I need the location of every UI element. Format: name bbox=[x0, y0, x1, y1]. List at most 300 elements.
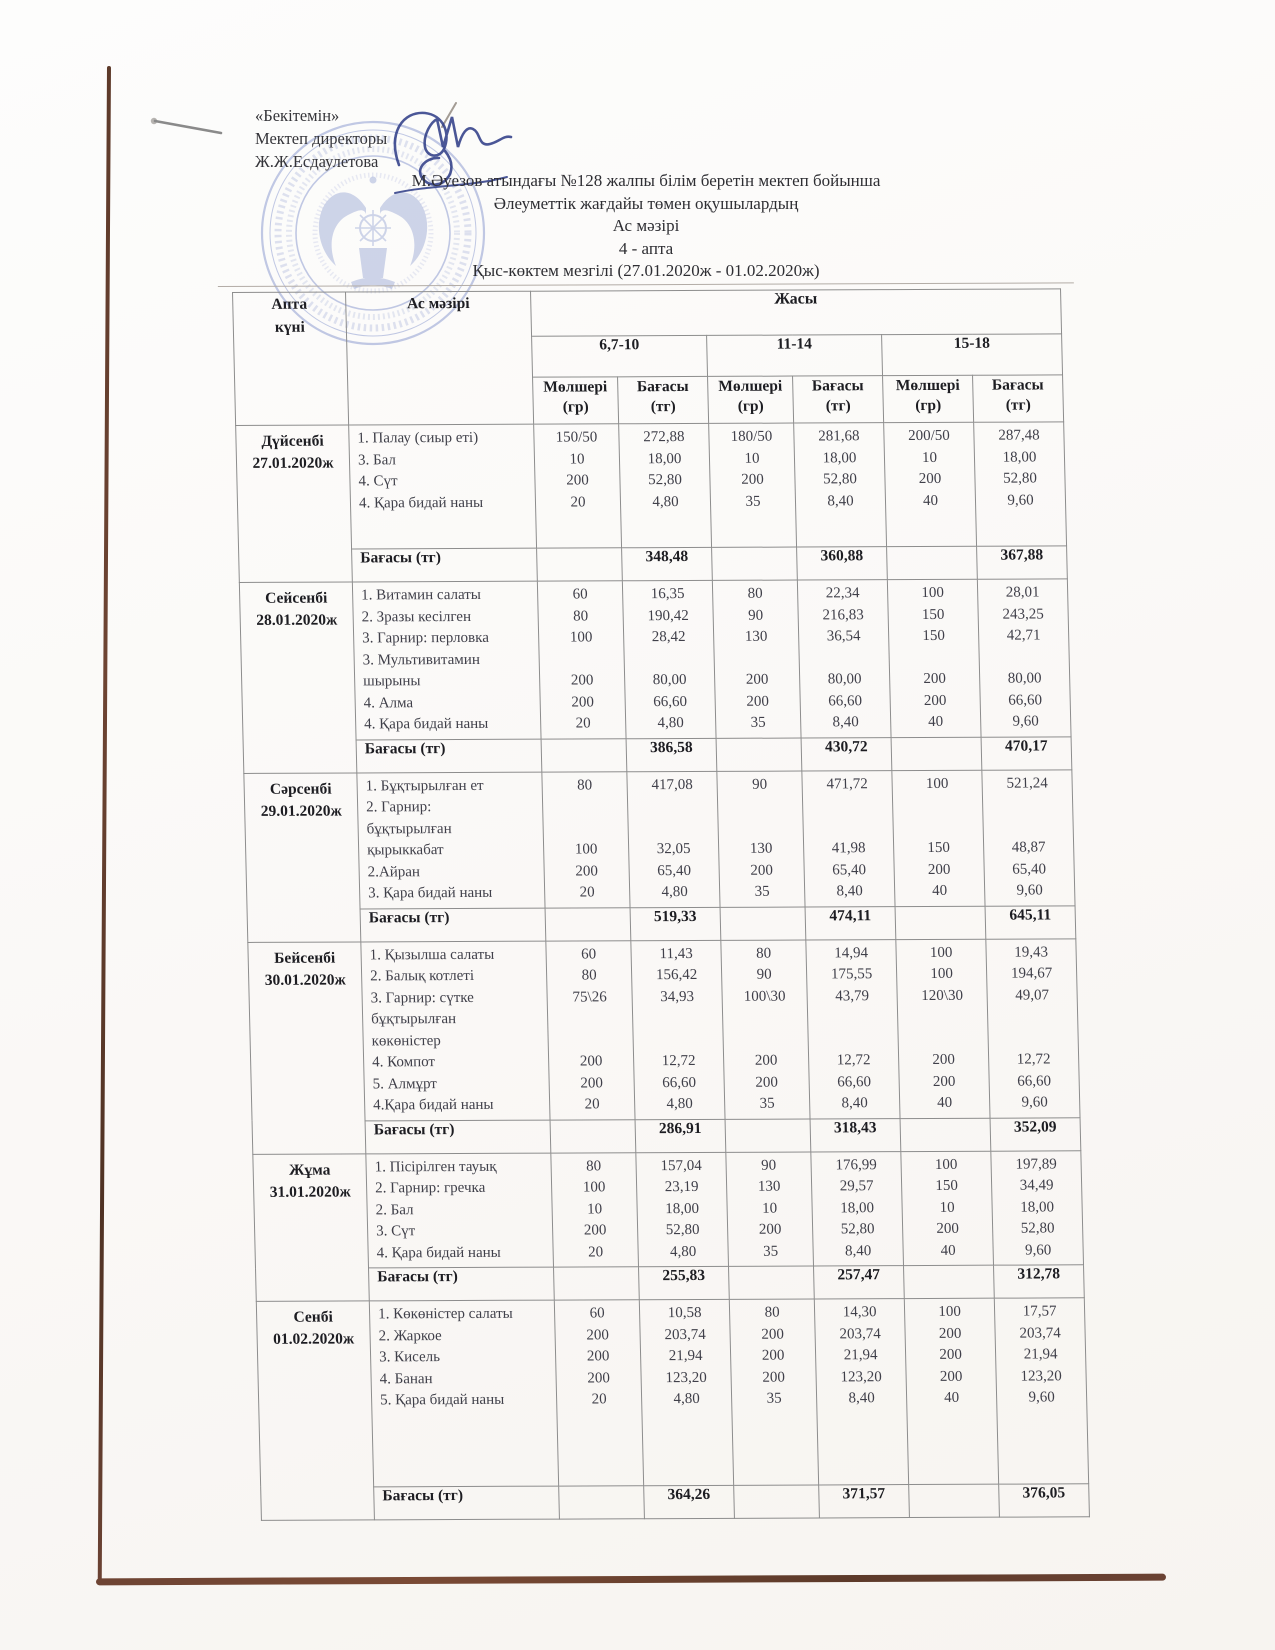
title-line-week: 4 - апта bbox=[618, 238, 674, 258]
menu-items bbox=[369, 944, 545, 1117]
value-stack bbox=[721, 943, 809, 1115]
price-value: 9,60 bbox=[1016, 882, 1044, 899]
price-value: 22,34 bbox=[825, 585, 860, 602]
price-value: 52,80 bbox=[647, 472, 683, 489]
price-value: 9,60 bbox=[1012, 713, 1040, 730]
amount-value: 200 bbox=[587, 1369, 611, 1386]
amount-value: 150 bbox=[922, 627, 946, 644]
amount-value: 90 bbox=[751, 776, 768, 793]
amount-value: 200 bbox=[575, 862, 599, 880]
amount-value: 130 bbox=[757, 1178, 781, 1195]
price-value: 66,60 bbox=[653, 693, 688, 710]
amount-value: 90 bbox=[756, 966, 772, 983]
menu-item: 1. Палау (сиыр еті) bbox=[357, 429, 479, 447]
day-date: 29.01.2020ж bbox=[260, 802, 342, 820]
menu-item: 3. Қара бидай наны bbox=[367, 884, 493, 902]
value-stack bbox=[555, 1303, 642, 1411]
amount-cell bbox=[537, 581, 626, 739]
amount-value: 200 bbox=[918, 470, 942, 488]
price-value bbox=[799, 648, 889, 670]
day-total-row bbox=[252, 1117, 1081, 1154]
total-label: Бағасы (тг) bbox=[374, 1486, 560, 1520]
day-block-row bbox=[236, 422, 1067, 550]
header-amount-1: Мөлшері (гр) bbox=[533, 377, 619, 424]
day-label bbox=[256, 1301, 374, 1520]
menu-item: 1. Қызылша салаты bbox=[369, 946, 495, 963]
menu-item: 2. Зразы кесілген bbox=[361, 608, 472, 625]
amount-value: 120\30 bbox=[921, 987, 964, 1004]
price-value: 203,74 bbox=[1019, 1324, 1061, 1342]
amount-value: 20 bbox=[570, 493, 586, 511]
total-price: 376,05 bbox=[999, 1483, 1090, 1516]
price-value: 66,60 bbox=[837, 1073, 872, 1090]
amount-value: 100 bbox=[929, 944, 953, 961]
amount-value bbox=[718, 796, 803, 818]
amount-value: 20 bbox=[575, 715, 591, 732]
day-label bbox=[244, 772, 361, 941]
menu-item: 3. Гарнир: сүтке bbox=[370, 989, 475, 1006]
amount-value: 35 bbox=[762, 1243, 779, 1260]
value-stack bbox=[815, 1302, 907, 1410]
price-value: 66,60 bbox=[1008, 691, 1043, 709]
total-empty bbox=[729, 1266, 815, 1299]
amount-cell bbox=[542, 771, 630, 907]
price-value: 36,54 bbox=[826, 628, 861, 645]
price-value: 12,72 bbox=[661, 1052, 696, 1070]
amount-value: 200 bbox=[755, 1074, 779, 1091]
amount-value bbox=[898, 1028, 988, 1050]
amount-cell bbox=[904, 1298, 998, 1484]
amount-value: 200/50 bbox=[907, 427, 950, 445]
value-stack bbox=[884, 426, 975, 512]
header-age-group-1: 6,7-10 bbox=[532, 335, 708, 377]
total-price: 470,17 bbox=[981, 736, 1072, 769]
price-value: 18,00 bbox=[1020, 1198, 1055, 1216]
value-stack bbox=[546, 944, 634, 1116]
value-stack bbox=[896, 942, 989, 1114]
menu-items bbox=[365, 775, 540, 905]
amount-value bbox=[718, 817, 803, 839]
day-total-row bbox=[243, 736, 1072, 773]
price-value: 18,00 bbox=[840, 1199, 875, 1216]
amount-value bbox=[898, 1007, 988, 1029]
price-value: 28,01 bbox=[1005, 584, 1040, 601]
amount-value: 200 bbox=[932, 1051, 956, 1068]
price-value: 175,55 bbox=[830, 966, 873, 983]
price-value: 14,94 bbox=[834, 944, 869, 961]
price-value: 21,94 bbox=[1023, 1346, 1058, 1363]
amount-value: 80 bbox=[585, 1157, 602, 1174]
amount-value: 200 bbox=[586, 1326, 610, 1343]
menu-items bbox=[357, 428, 531, 515]
menu-item: бұқтырылған bbox=[370, 1011, 457, 1028]
amount-value: 40 bbox=[922, 492, 939, 509]
price-value: 11,43 bbox=[659, 945, 693, 962]
price-value: 4,80 bbox=[657, 715, 685, 732]
price-cell bbox=[986, 938, 1080, 1117]
value-stack bbox=[811, 1155, 903, 1263]
amount-value: 200 bbox=[754, 1052, 778, 1069]
menu-item: 2. Бал bbox=[375, 1201, 414, 1218]
price-value bbox=[624, 648, 714, 670]
amount-value: 100 bbox=[925, 775, 949, 792]
value-stack bbox=[986, 942, 1079, 1114]
amount-value: 10 bbox=[569, 450, 585, 468]
amount-value: 60 bbox=[589, 1305, 605, 1322]
menu-item: 3. Кисель bbox=[378, 1349, 441, 1366]
price-cell bbox=[636, 1152, 729, 1267]
day-date: 31.01.2020ж bbox=[269, 1182, 351, 1201]
amount-value: 200 bbox=[570, 672, 594, 689]
price-value: 34,93 bbox=[660, 988, 695, 1005]
total-empty bbox=[725, 1118, 811, 1151]
total-empty bbox=[887, 546, 978, 579]
amount-value: 100 bbox=[921, 584, 945, 601]
menu-item: 5. Алмұрт bbox=[372, 1075, 438, 1092]
total-empty bbox=[720, 907, 806, 940]
total-price: 255,83 bbox=[639, 1266, 730, 1299]
amount-value: 200 bbox=[762, 1369, 786, 1386]
approval-quote: «Бекітемін» bbox=[255, 106, 340, 125]
price-value: 19,43 bbox=[1014, 943, 1049, 961]
total-empty bbox=[545, 907, 631, 940]
price-value: 12,72 bbox=[1016, 1051, 1051, 1068]
price-value: 8,40 bbox=[832, 714, 860, 731]
price-value: 8,40 bbox=[827, 492, 854, 509]
day-name: Сәрсенбі bbox=[269, 780, 332, 798]
price-value: 66,60 bbox=[662, 1074, 697, 1091]
day-date: 30.01.2020ж bbox=[264, 971, 346, 989]
total-empty bbox=[554, 1267, 640, 1300]
value-stack bbox=[905, 1302, 997, 1410]
amount-value: 75\26 bbox=[572, 988, 607, 1006]
amount-value bbox=[723, 1029, 808, 1051]
amount-value: 200 bbox=[939, 1346, 963, 1363]
amount-value bbox=[548, 1030, 633, 1052]
amount-cell bbox=[892, 770, 985, 906]
price-value: 65,40 bbox=[657, 862, 692, 879]
price-value: 8,40 bbox=[836, 883, 863, 900]
scan-edge-left bbox=[98, 66, 111, 1582]
total-label: Бағасы (тг) bbox=[360, 908, 546, 942]
price-value bbox=[803, 817, 893, 839]
amount-cell bbox=[721, 940, 810, 1119]
price-cell bbox=[814, 1299, 908, 1485]
amount-value: 80 bbox=[755, 945, 772, 962]
price-value: 21,94 bbox=[843, 1347, 878, 1364]
menu-item: 5. Қара бидай наны bbox=[379, 1391, 505, 1409]
amount-value: 60 bbox=[580, 945, 597, 962]
amount-cell bbox=[712, 580, 801, 738]
amount-value: 20 bbox=[584, 1096, 600, 1113]
header-age-group-3: 15-18 bbox=[882, 334, 1063, 376]
title-line-period: Қыс-көктем мезгілі (27.01.2020ж - 01.02.2020ж) bbox=[472, 261, 820, 280]
amount-value: 20 bbox=[591, 1391, 607, 1408]
amount-value: 200 bbox=[927, 861, 951, 878]
value-stack bbox=[794, 426, 885, 512]
price-value: 18,00 bbox=[822, 449, 857, 466]
header-age: Жасы bbox=[531, 289, 1062, 336]
price-value bbox=[633, 1008, 723, 1030]
price-value: 176,99 bbox=[835, 1156, 877, 1173]
header-price-3: Бағасы (тг) bbox=[973, 375, 1064, 422]
amount-value: 40 bbox=[940, 1242, 956, 1259]
menu-items bbox=[374, 1156, 549, 1264]
amount-value: 200 bbox=[932, 1073, 956, 1090]
menu-table bbox=[232, 288, 1090, 1520]
value-stack bbox=[551, 1156, 638, 1264]
day-block-row bbox=[253, 1150, 1084, 1268]
value-stack bbox=[623, 584, 716, 735]
value-stack bbox=[542, 775, 629, 904]
amount-cell bbox=[884, 422, 977, 546]
price-value: 29,57 bbox=[839, 1178, 874, 1195]
price-value: 23,19 bbox=[664, 1178, 699, 1196]
day-block-row bbox=[244, 769, 1075, 909]
price-value: 8,40 bbox=[841, 1095, 868, 1112]
pen-mark bbox=[148, 114, 228, 143]
amount-value: 200 bbox=[566, 472, 589, 489]
menu-item: бұқтырылған bbox=[366, 820, 452, 837]
menu-item: 3. Сүт bbox=[375, 1223, 416, 1240]
total-empty bbox=[900, 1118, 991, 1151]
price-value: 65,40 bbox=[1012, 860, 1047, 878]
amount-value bbox=[548, 1008, 633, 1030]
header-price-2: Бағасы (тг) bbox=[793, 376, 884, 423]
menu-items-cell bbox=[366, 1153, 554, 1268]
amount-value: 200 bbox=[761, 1347, 785, 1364]
value-stack bbox=[627, 774, 719, 903]
amount-value: 100\30 bbox=[743, 988, 786, 1005]
amount-value: 40 bbox=[936, 1094, 953, 1111]
day-total-row bbox=[247, 905, 1076, 942]
amount-cell bbox=[554, 1300, 643, 1486]
total-price: 312,78 bbox=[994, 1265, 1085, 1298]
total-empty bbox=[909, 1484, 1000, 1517]
amount-value: 90 bbox=[760, 1157, 777, 1174]
menu-item: 2. Гарнир: гречка bbox=[374, 1179, 486, 1197]
value-stack bbox=[978, 582, 1071, 733]
price-value bbox=[803, 795, 893, 817]
amount-value: 150 bbox=[927, 839, 951, 856]
amount-value: 10 bbox=[921, 449, 938, 466]
amount-value: 150 bbox=[921, 606, 945, 623]
price-value: 4,80 bbox=[652, 493, 679, 510]
price-cell bbox=[802, 770, 895, 906]
day-label bbox=[236, 425, 353, 582]
menu-item: 1. Пісірілген тауық bbox=[374, 1158, 497, 1175]
value-stack bbox=[888, 583, 981, 734]
total-label: Бағасы (тг) bbox=[352, 548, 538, 582]
amount-cell bbox=[726, 1151, 814, 1266]
value-stack bbox=[991, 1154, 1083, 1262]
total-price: 645,11 bbox=[985, 905, 1076, 938]
price-cell bbox=[811, 1151, 904, 1266]
value-stack bbox=[636, 1155, 728, 1263]
menu-item: көкөністер bbox=[371, 1032, 441, 1049]
price-cell bbox=[991, 1150, 1084, 1265]
amount-cell bbox=[534, 424, 622, 548]
price-value: 156,42 bbox=[655, 966, 698, 984]
title-line-school: М.Әуезов атындағы №128 жалпы білім беретін мектеп бойынша bbox=[411, 171, 881, 190]
total-empty bbox=[559, 1485, 645, 1518]
header-amount-3: Мөлшері (гр) bbox=[883, 375, 974, 422]
amount-value: 200 bbox=[580, 1074, 604, 1091]
day-name: Жұма bbox=[288, 1161, 331, 1179]
scan-edge-bottom bbox=[96, 1574, 1166, 1586]
amount-value: 200 bbox=[750, 862, 774, 879]
total-empty bbox=[712, 547, 798, 580]
menu-item: 3. Гарнир: перловка bbox=[361, 629, 490, 647]
amount-value: 20 bbox=[579, 884, 595, 901]
total-empty bbox=[904, 1265, 995, 1298]
amount-value: 20 bbox=[587, 1243, 604, 1260]
day-total-row bbox=[256, 1265, 1085, 1302]
amount-value: 100 bbox=[934, 1156, 958, 1173]
value-stack bbox=[806, 943, 899, 1115]
menu-items-cell bbox=[357, 772, 545, 909]
price-value: 43,79 bbox=[835, 987, 870, 1004]
price-value: 32,05 bbox=[656, 841, 691, 858]
total-price: 430,72 bbox=[801, 737, 892, 770]
day-name: Сейсенбі bbox=[264, 589, 328, 607]
amount-value bbox=[543, 818, 628, 840]
price-value: 4,80 bbox=[669, 1243, 697, 1260]
price-value: 14,30 bbox=[842, 1304, 877, 1321]
price-value: 203,74 bbox=[839, 1325, 881, 1342]
header-menu-column: Ас мәзірі bbox=[346, 291, 534, 425]
amount-value bbox=[893, 816, 983, 838]
amount-value: 130 bbox=[744, 628, 768, 645]
day-block-row bbox=[248, 938, 1080, 1121]
total-price: 474,11 bbox=[805, 906, 896, 939]
amount-value: 180/50 bbox=[730, 428, 773, 445]
total-empty bbox=[541, 738, 627, 771]
day-name: Дүйсенбі bbox=[261, 432, 324, 450]
price-value: 52,80 bbox=[665, 1221, 700, 1239]
price-cell bbox=[797, 580, 891, 738]
price-value: 272,88 bbox=[643, 429, 685, 446]
amount-value: 35 bbox=[745, 493, 761, 510]
total-label: Бағасы (тг) bbox=[365, 1120, 551, 1154]
total-empty bbox=[550, 1119, 636, 1152]
price-value: 197,89 bbox=[1015, 1155, 1057, 1173]
amount-value: 100 bbox=[938, 1303, 962, 1320]
price-cell bbox=[794, 423, 887, 547]
price-value: 80,00 bbox=[827, 671, 862, 688]
amount-cell bbox=[887, 579, 981, 737]
amount-value bbox=[893, 795, 983, 817]
day-name: Сенбі bbox=[293, 1308, 333, 1326]
value-stack bbox=[631, 943, 724, 1115]
price-value: 4,80 bbox=[673, 1390, 700, 1408]
price-value: 80,00 bbox=[652, 672, 687, 689]
amount-value: 35 bbox=[754, 883, 770, 900]
header-price-1: Бағасы (тг) bbox=[618, 376, 709, 423]
total-label: Бағасы (тг) bbox=[356, 739, 542, 773]
document-title bbox=[232, 170, 1060, 283]
price-value: 190,42 bbox=[647, 607, 689, 624]
price-value bbox=[979, 647, 1069, 669]
price-value: 18,00 bbox=[1002, 448, 1037, 466]
price-value: 281,68 bbox=[818, 428, 860, 445]
amount-value bbox=[539, 649, 624, 671]
amount-value: 40 bbox=[943, 1389, 960, 1406]
amount-value: 100 bbox=[574, 841, 598, 858]
price-value: 66,60 bbox=[1017, 1072, 1052, 1090]
total-price: 318,43 bbox=[810, 1118, 901, 1151]
value-stack bbox=[802, 774, 894, 903]
amount-value: 40 bbox=[931, 882, 948, 899]
menu-item: 4. Сүт bbox=[358, 473, 398, 490]
amount-value: 35 bbox=[759, 1095, 775, 1112]
price-value: 123,20 bbox=[1020, 1367, 1062, 1385]
price-cell bbox=[977, 579, 1071, 737]
menu-item: 4. Банан bbox=[379, 1370, 433, 1387]
price-value: 80,00 bbox=[1007, 670, 1042, 687]
price-value: 41,98 bbox=[831, 840, 866, 857]
day-total-row bbox=[261, 1483, 1090, 1520]
price-cell bbox=[994, 1298, 1088, 1484]
value-stack bbox=[995, 1301, 1087, 1409]
amount-value bbox=[714, 648, 799, 670]
value-stack bbox=[892, 773, 984, 902]
menu-items-cell bbox=[369, 1300, 558, 1486]
menu-item: 2. Гарнир: bbox=[365, 799, 432, 816]
day-date: 28.01.2020ж bbox=[256, 611, 338, 629]
total-label: Бағасы (тг) bbox=[369, 1267, 555, 1301]
price-value: 18,00 bbox=[665, 1200, 700, 1217]
price-value: 17,57 bbox=[1022, 1303, 1057, 1320]
day-name: Бейсенбі bbox=[273, 949, 336, 967]
value-stack bbox=[619, 427, 710, 513]
amount-value bbox=[889, 647, 979, 669]
menu-items-cell bbox=[352, 581, 541, 739]
amount-value: 150 bbox=[935, 1177, 959, 1194]
price-value: 48,87 bbox=[1011, 839, 1046, 856]
total-price: 371,57 bbox=[819, 1484, 910, 1517]
amount-value bbox=[723, 1007, 808, 1029]
price-value bbox=[983, 794, 1073, 816]
day-label bbox=[239, 582, 356, 773]
menu-item: қырыккабат bbox=[366, 842, 444, 859]
price-value: 287,48 bbox=[998, 427, 1040, 444]
menu-item: 4. Алма bbox=[363, 694, 414, 711]
amount-value: 40 bbox=[928, 713, 944, 730]
price-value: 34,49 bbox=[1019, 1177, 1054, 1194]
day-block-row bbox=[239, 579, 1071, 740]
menu-table-body bbox=[236, 422, 1090, 1520]
price-value bbox=[988, 1006, 1078, 1028]
price-value: 9,60 bbox=[1021, 1094, 1049, 1111]
menu-table-wrap bbox=[232, 288, 1089, 1520]
total-empty bbox=[716, 738, 802, 771]
price-value: 52,80 bbox=[840, 1221, 875, 1238]
total-price: 519,33 bbox=[630, 907, 721, 940]
price-value: 49,07 bbox=[1015, 986, 1050, 1004]
day-label bbox=[253, 1153, 369, 1301]
menu-items-cell bbox=[361, 941, 550, 1121]
price-value: 216,83 bbox=[822, 606, 864, 623]
price-value: 18,00 bbox=[647, 450, 682, 467]
amount-value: 35 bbox=[766, 1390, 782, 1407]
price-value: 9,60 bbox=[1028, 1389, 1055, 1406]
total-empty bbox=[895, 906, 986, 939]
price-value: 521,24 bbox=[1006, 774, 1048, 792]
price-value: 123,20 bbox=[840, 1368, 882, 1385]
amount-value: 80 bbox=[581, 967, 597, 984]
amount-value: 200 bbox=[579, 1053, 603, 1070]
